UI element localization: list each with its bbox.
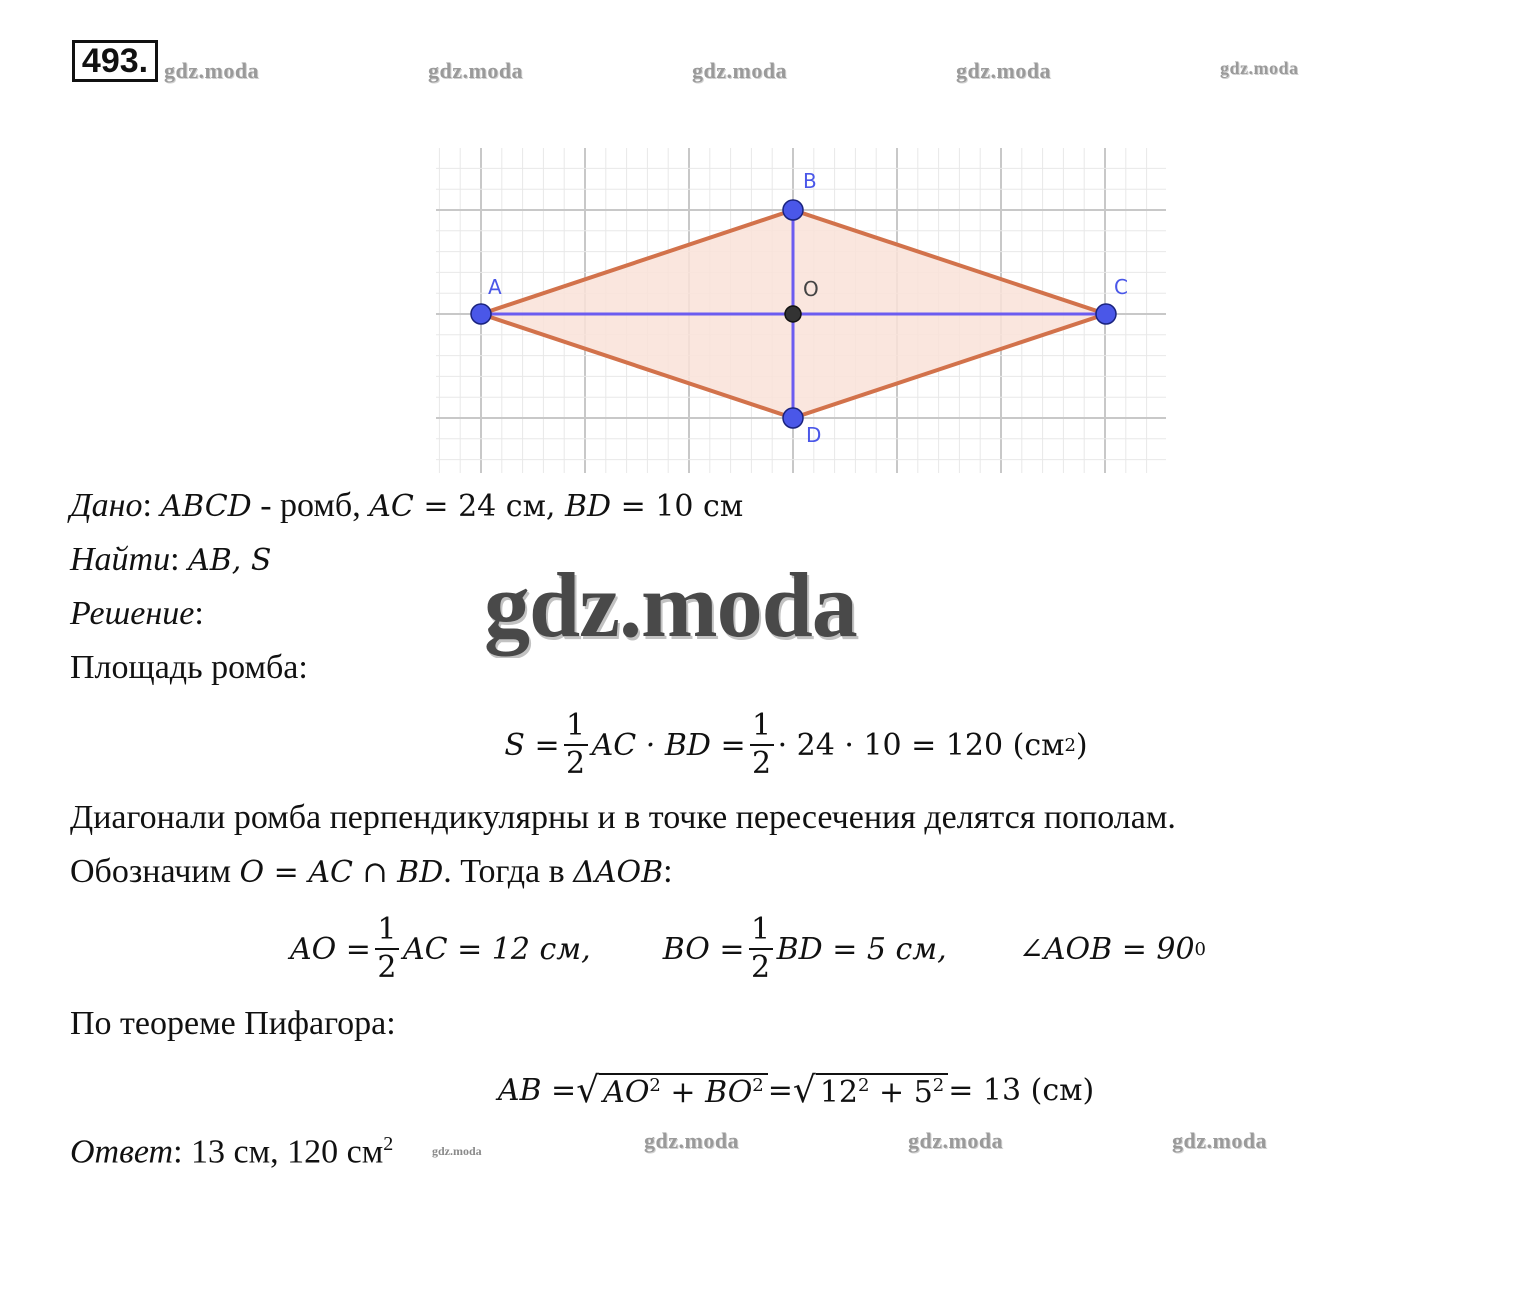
find-line: Найти: AB, S bbox=[70, 541, 272, 578]
answer-value: : 13 см, 120 см bbox=[173, 1133, 384, 1171]
label-o: O bbox=[803, 277, 819, 301]
given-label: Дано bbox=[70, 487, 143, 524]
sqrt-expression-1: √ $AO^2 + BO^2$ bbox=[576, 1070, 768, 1111]
point-b bbox=[783, 200, 803, 220]
rhombus-diagram bbox=[436, 148, 1166, 473]
point-a bbox=[471, 304, 491, 324]
point-d bbox=[783, 408, 803, 428]
angle-exp: 0 bbox=[1194, 938, 1206, 960]
label-a: A bbox=[488, 275, 502, 299]
area-mid: AC · BD = bbox=[591, 727, 746, 763]
watermark: gdz.moda bbox=[432, 1144, 482, 1158]
ao-rhs: AC = 12 см, bbox=[402, 931, 591, 967]
bo-lhs: BO = bbox=[662, 931, 745, 967]
triangle-aob: ΔAOB bbox=[573, 855, 664, 890]
problem-number: 493. bbox=[72, 40, 158, 82]
intersection-formula: O = AC ∩ BD bbox=[239, 855, 444, 890]
watermark: gdz.moda bbox=[956, 58, 1052, 83]
formula-ab bbox=[0, 1060, 1532, 1120]
formula-halves bbox=[290, 904, 1206, 994]
label-c: C bbox=[1114, 275, 1128, 299]
watermark-large: gdz.moda bbox=[484, 554, 857, 656]
watermark: gdz.moda bbox=[644, 1128, 740, 1153]
given-line: Дано: ABCD - ромб, AC = 24 см, BD = 10 см bbox=[70, 487, 744, 524]
point-o bbox=[785, 306, 801, 322]
fraction-half: $\frac{1}{2}$ bbox=[750, 708, 774, 782]
fraction-half: $\frac{1}{2}$ bbox=[749, 912, 773, 986]
given-bd-value: = 10 см bbox=[611, 489, 744, 524]
given-figure: ABCD bbox=[160, 489, 252, 524]
given-bd: BD bbox=[565, 489, 612, 524]
fraction-half: $\frac{1}{2}$ bbox=[564, 708, 588, 782]
ab-lhs: AB = bbox=[497, 1072, 577, 1108]
diagonals-text: Диагонали ромба перпендикулярны и в точке пересечения делятся пополам. bbox=[70, 799, 1176, 836]
ab-eq: = bbox=[767, 1072, 793, 1108]
angle-aob: ∠AOB = 90 bbox=[1018, 931, 1195, 967]
watermark: gdz.moda bbox=[692, 58, 788, 83]
watermark: gdz.moda bbox=[1172, 1128, 1268, 1153]
sqrt-expression-2: √ $12^2 + 5^2$ bbox=[793, 1070, 948, 1111]
watermark: gdz.moda bbox=[908, 1128, 1004, 1153]
given-ac-value: = 24 см, bbox=[413, 489, 565, 524]
label-d: D bbox=[806, 423, 822, 447]
area-lhs: S = bbox=[504, 727, 560, 763]
find-label: Найти bbox=[70, 541, 171, 578]
given-ac: AC bbox=[369, 489, 414, 524]
answer-label: Ответ bbox=[70, 1133, 174, 1171]
answer-exp: 2 bbox=[383, 1133, 394, 1155]
watermark: gdz.moda bbox=[428, 58, 524, 83]
formula-area bbox=[0, 700, 1532, 790]
area-exp: 2 bbox=[1064, 734, 1076, 756]
area-rhs: · 24 · 10 = 120 (см bbox=[777, 727, 1065, 763]
answer-line bbox=[70, 1124, 393, 1172]
watermark: gdz.moda bbox=[164, 58, 260, 83]
denote-line: Обозначим O = AC ∩ BD. Тогда в ΔAOB: bbox=[70, 853, 673, 890]
area-close: ) bbox=[1075, 727, 1088, 763]
label-b: B bbox=[803, 169, 817, 193]
find-value: AB, S bbox=[188, 543, 272, 578]
ab-result: = 13 (см) bbox=[948, 1072, 1095, 1108]
area-intro: Площадь ромба: bbox=[70, 649, 308, 686]
watermark: gdz.moda bbox=[1220, 58, 1299, 78]
point-c bbox=[1096, 304, 1116, 324]
fraction-half: $\frac{1}{2}$ bbox=[375, 912, 399, 986]
given-rhomb: - ромб, bbox=[251, 487, 370, 524]
bo-rhs: BD = 5 см, bbox=[776, 931, 947, 967]
solution-label: Решение: bbox=[70, 595, 204, 632]
pythagoras-text: По теореме Пифагора: bbox=[70, 1005, 396, 1042]
ao-lhs: AO = bbox=[290, 931, 371, 967]
